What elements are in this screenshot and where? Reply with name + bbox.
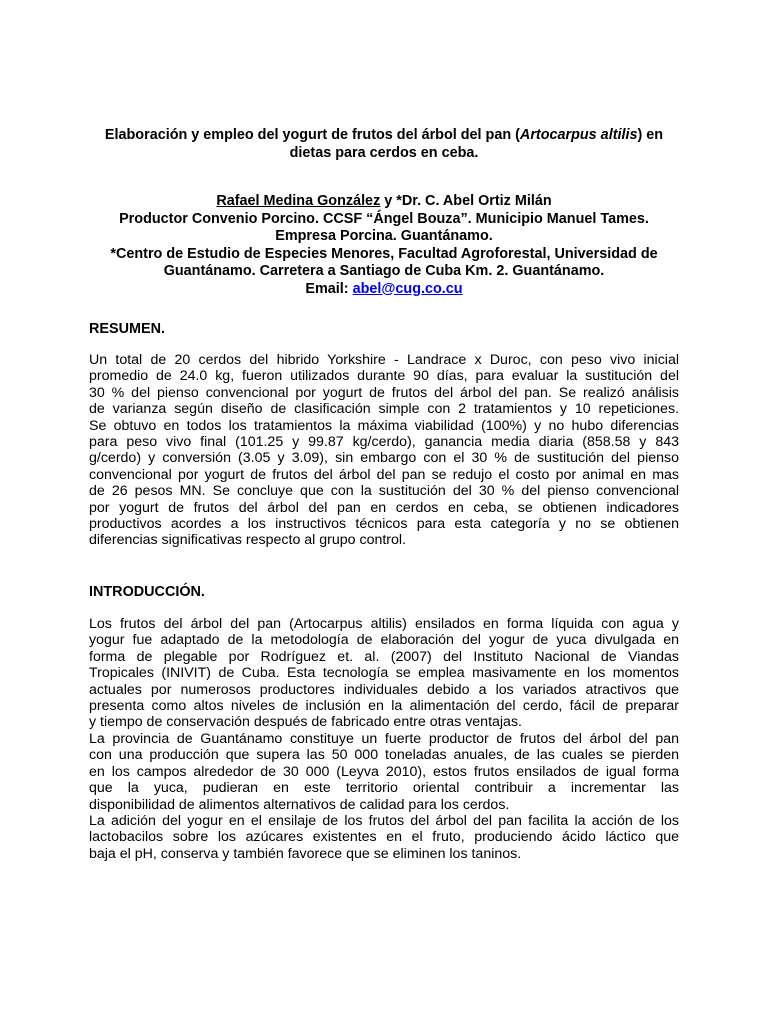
text-line: para peso vivo final (101.25 y 99.87 kg/cerdo), ganancia media diaria (858.58 y 843 [89, 434, 679, 451]
intro-paragraph-2 [89, 731, 679, 813]
author-2: *Dr. C. Abel Ortiz Milán [396, 193, 552, 209]
text-line: Tropicales (INIVIT) de Cuba. Esta tecnología se emplea masivamente en los momentos [89, 665, 679, 682]
text-line: Se obtuvo en todos los tratamientos la máxima viabilidad (100%) y no hubo diferencias [89, 417, 679, 434]
introduccion-heading: INTRODUCCIÓN. [89, 584, 205, 600]
text-line: yogur fue adaptado de la metodología de elaboración del yogur de yuca divulgada en [89, 632, 679, 649]
paper-title [70, 127, 698, 162]
title-line-2: dietas para cerdos en ceba. [289, 144, 479, 161]
author-1: Rafael Medina González [216, 193, 381, 209]
text-line: que la yuca, pudieran en este territorio oriental contribuir a incrementar las [89, 780, 679, 797]
affiliation-2-line-1: *Centro de Estudio de Especies Menores, Facultad Agroforestal, Universidad de [110, 245, 658, 262]
text-line: con una producción que supera las 50 000 toneladas anuales, de las cuales se pierden [89, 747, 679, 764]
text-line: promedio de 24.0 kg, fueron utilizados durante 90 días, para evaluar la sustitución del [89, 368, 679, 385]
text-line: por yogurt de frutos del árbol del pan en cerdos en ceba, se obtienen indicadores [89, 499, 679, 516]
text-line: g/cerdo) y conversión (3.05 y 3.09), sin embargo con el 30 % de sustitución del pienso [89, 450, 679, 467]
text-line: baja el pH, conserva y también favorece que se eliminen los taninos. [89, 845, 522, 862]
text-line: de varianza según diseño de clasificación simple con 2 tratamientos y 10 repeticiones. [89, 401, 679, 418]
affiliation-1-line-2: Empresa Porcina. Guantánamo. [275, 228, 493, 244]
email-label: Email: [305, 280, 353, 297]
resumen-paragraph [89, 352, 679, 549]
text-line: Los frutos del árbol del pan (Artocarpus altilis) ensilados en forma líquida con agua y [89, 616, 679, 632]
text-line: de 26 pesos MN. Se concluye que con la sustitución del 30 % del pienso convencional [89, 483, 679, 500]
text-line: presenta como altos niveles de inclusión en la alimentación del cerdo, fácil de preparar [89, 698, 679, 715]
text-line: disponibilidad de alimentos alternativos de calidad para los cerdos. [89, 796, 510, 813]
text-line: y tiempo de conservación después de fabricado entre otras ventajas. [89, 714, 522, 731]
title-species: Artocarpus altilis [519, 127, 638, 143]
text-line: La provincia de Guantánamo constituye un fuerte productor de frutos del árbol del pan [89, 731, 679, 747]
title-part-2: ) en [637, 127, 664, 143]
author-connector: y [380, 193, 397, 209]
intro-paragraph-3 [89, 813, 679, 862]
resumen-heading: RESUMEN. [89, 321, 165, 337]
text-line: Un total de 20 cerdos del hibrido Yorkshire - Landrace x Duroc, con peso vivo inicial [89, 352, 679, 368]
title-part-1: Elaboración y empleo del yogurt de frutos del árbol del pan ( [104, 127, 520, 143]
email-line [70, 281, 698, 299]
text-line: actuales por numerosos productores individuales debido a los variados atractivos que [89, 681, 679, 698]
text-line: forma de plegable por Rodríguez et. al. (2007) del Instituto Nacional de Viandas [89, 648, 679, 665]
text-line: diferencias significativas respecto al grupo control. [89, 532, 407, 549]
email-link[interactable]: abel@cug.co.cu [352, 280, 463, 297]
authors-block [70, 193, 698, 298]
text-line: en los campos alrededor de 30 000 (Leyva 2010), estos frutos ensilados de igual forma [89, 763, 679, 780]
affiliation-2-line-2: Guantánamo. Carretera a Santiago de Cuba Km. 2. Guantánamo. [163, 263, 605, 279]
text-line: productivos acordes a los instructivos técnicos para esta categoría y no se obtienen [89, 516, 679, 533]
intro-paragraph-1 [89, 616, 679, 731]
text-line: lactobacilos sobre los azúcares existentes en el fruto, produciendo ácido láctico que [89, 829, 679, 846]
title-line-1 [70, 127, 698, 145]
author-line [70, 193, 698, 211]
text-line: convencional por yogurt de frutos del árbol del pan se redujo el costo por animal en mas [89, 466, 679, 483]
text-line: 30 % del pienso convencional por yogurt de frutos del árbol del pan. Se realizó análisis [89, 384, 679, 401]
affiliation-1-line-1: Productor Convenio Porcino. CCSF “Ángel Bouza”. Municipio Manuel Tames. [119, 210, 649, 227]
text-line: La adición del yogur en el ensilaje de los frutos del árbol del pan facilita la acción de los [89, 813, 679, 829]
